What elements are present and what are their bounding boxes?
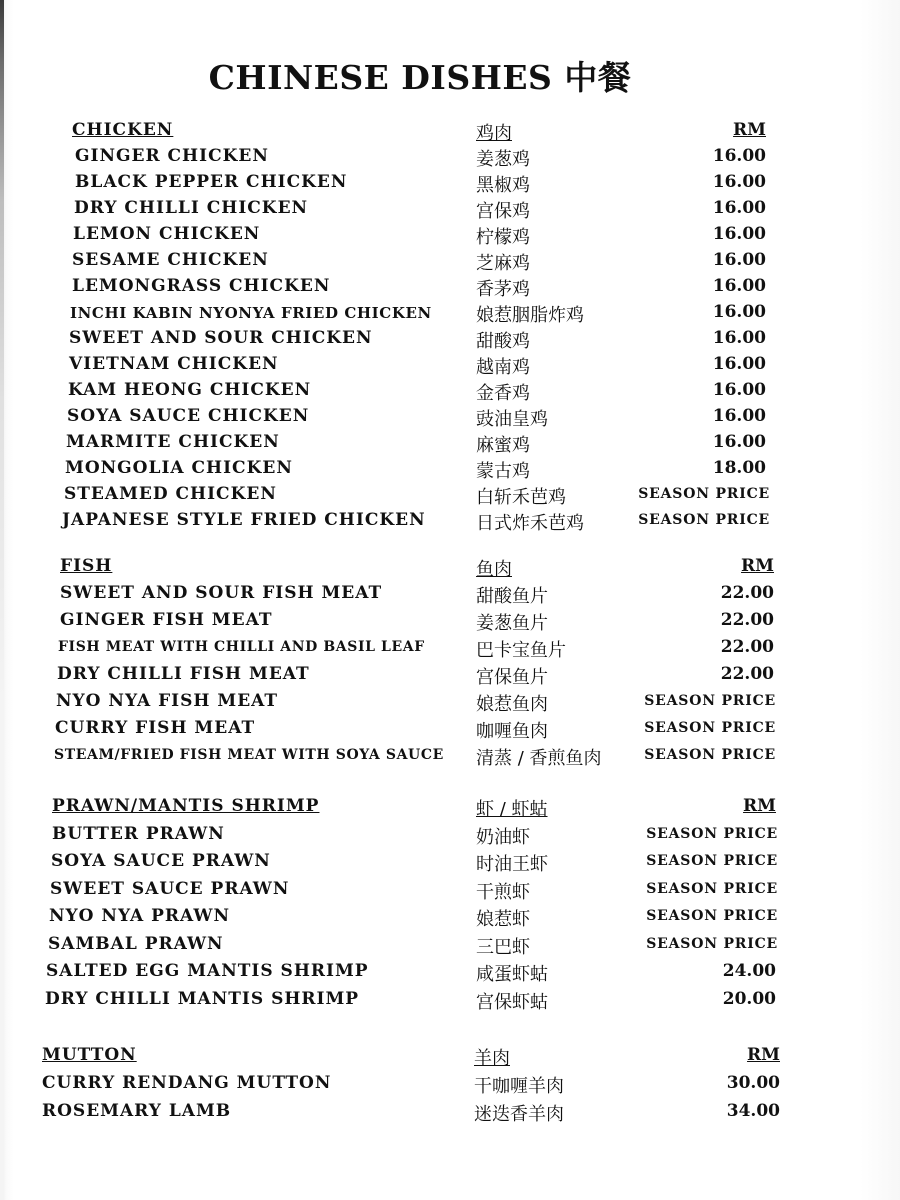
menu-item: [64, 484, 770, 510]
section-header: [72, 120, 770, 146]
item-name: DRY CHILLI FISH MEAT: [57, 664, 310, 684]
menu-item: [72, 224, 770, 250]
menu-item: [42, 1101, 782, 1129]
item-price: 16.00: [712, 172, 766, 192]
section-chicken: [62, 120, 770, 536]
item-price: SEASON PRICE: [646, 853, 778, 869]
page-title: CHINESE DISHES 中餐: [208, 58, 632, 97]
menu-item: [48, 933, 778, 962]
item-name: SESAME CHICKEN: [72, 250, 269, 270]
item-name-zh: 黑椒鸡: [476, 175, 530, 196]
item-price: SEASON PRICE: [644, 747, 776, 763]
menu-item: [49, 906, 778, 934]
item-price: 18.00: [712, 458, 766, 478]
item-name: BUTTER PRAWN: [52, 823, 225, 844]
item-name: SAMBAL PRAWN: [48, 933, 224, 954]
item-name: DRY CHILLI CHICKEN: [74, 198, 309, 218]
menu-item: [65, 458, 770, 484]
item-name: SALTED EGG MANTIS SHRIMP: [46, 961, 369, 981]
item-name-zh: 姜葱鱼片: [476, 613, 548, 634]
menu-item: [45, 988, 778, 1017]
item-name-zh: 奶油虾: [476, 826, 530, 848]
section-title-zh: 鱼肉: [476, 559, 512, 580]
item-name: LEMONGRASS CHICKEN: [72, 276, 331, 296]
item-price: 22.00: [720, 610, 774, 630]
section-title-zh: 鸡肉: [476, 123, 512, 144]
item-name-zh: 时油王虾: [476, 854, 548, 875]
section-title-zh: 羊肉: [474, 1048, 510, 1069]
item-name: KAM HEONG CHICKEN: [68, 380, 312, 400]
item-name-zh: 三巴虾: [476, 936, 530, 958]
section-title: PRAWN/MANTIS SHRIMP: [52, 796, 320, 816]
item-name-zh: 蒙古鸡: [476, 461, 530, 482]
section-header: [42, 1045, 782, 1073]
menu-item: [72, 198, 770, 224]
item-name-zh: 香茅鸡: [476, 279, 530, 300]
menu-item: [69, 354, 770, 380]
item-name: SWEET SAUCE PRAWN: [50, 878, 290, 899]
item-price: 16.00: [712, 276, 766, 296]
price-header: RM: [743, 796, 776, 816]
item-name-zh: 甜酸鸡: [476, 331, 530, 352]
menu-item: [55, 718, 776, 745]
item-name-zh: 宫保鸡: [476, 201, 530, 222]
menu-item: [60, 637, 776, 664]
item-price: 20.00: [722, 988, 776, 1009]
item-price: 16.00: [712, 432, 766, 452]
item-price: 16.00: [712, 198, 766, 218]
item-price: 30.00: [726, 1073, 780, 1093]
item-price: SEASON PRICE: [644, 693, 776, 709]
item-name: FISH MEAT WITH CHILLI AND BASIL LEAF: [58, 639, 425, 655]
item-name-zh: 姜葱鸡: [476, 149, 530, 170]
menu-item: [54, 745, 776, 772]
item-price: 16.00: [712, 354, 766, 374]
menu-item: [72, 146, 770, 172]
item-price: 16.00: [712, 250, 766, 270]
section-title-zh: 虾 / 虾蛄: [476, 799, 548, 820]
page-edge-shadow: [0, 0, 4, 1200]
item-name: SOYA SAUCE CHICKEN: [67, 406, 310, 426]
item-price: 16.00: [712, 406, 766, 426]
price-header: RM: [741, 556, 774, 576]
section-header: [52, 796, 778, 824]
item-name-zh: 甜酸鱼片: [476, 586, 548, 607]
item-name: INCHI KABIN NYONYA FRIED CHICKEN: [70, 304, 432, 322]
item-name-zh: 麻蜜鸡: [476, 435, 530, 456]
item-name-zh: 金香鸡: [476, 383, 530, 404]
section-prawn: [45, 796, 778, 1016]
menu-item: [57, 664, 776, 691]
menu-item: [52, 824, 778, 852]
menu-item: [52, 879, 778, 907]
menu-item: [52, 851, 778, 879]
item-price: SEASON PRICE: [646, 935, 778, 952]
menu-item: [66, 432, 770, 458]
item-price: SEASON PRICE: [644, 720, 776, 736]
item-name-zh: 柠檬鸡: [476, 227, 530, 248]
item-name-zh: 清蒸 / 香煎鱼肉: [476, 748, 602, 769]
item-name-zh: 越南鸡: [476, 357, 530, 378]
menu-item: [46, 961, 778, 989]
menu-item: [60, 583, 776, 610]
item-name-zh: 迷迭香羊肉: [474, 1104, 564, 1125]
item-price: 16.00: [712, 380, 766, 400]
item-name: VIETNAM CHICKEN: [69, 354, 279, 374]
item-name-zh: 咖喱鱼肉: [476, 721, 548, 742]
item-price: SEASON PRICE: [638, 512, 770, 528]
item-name-zh: 咸蛋虾蛄: [476, 964, 548, 985]
item-name: STEAM/FRIED FISH MEAT WITH SOYA SAUCE: [54, 747, 444, 763]
item-name: DRY CHILLI MANTIS SHRIMP: [45, 988, 360, 1009]
item-name: SWEET AND SOUR CHICKEN: [69, 328, 373, 348]
section-mutton: [42, 1045, 782, 1129]
item-name-zh: 巴卡宝鱼片: [476, 640, 566, 661]
item-name: MARMITE CHICKEN: [66, 432, 280, 452]
menu-item: [72, 250, 770, 276]
item-name: CURRY RENDANG MUTTON: [42, 1073, 332, 1093]
item-name: ROSEMARY LAMB: [42, 1101, 232, 1121]
price-header: RM: [733, 120, 766, 140]
item-price: 22.00: [720, 583, 774, 603]
menu-item: [68, 380, 770, 406]
item-price: 16.00: [712, 302, 766, 322]
item-name-zh: 娘惹虾: [476, 909, 530, 930]
section-fish: [54, 556, 776, 772]
item-price: 16.00: [712, 146, 766, 166]
menu-item: [72, 172, 770, 198]
menu-item: [72, 302, 770, 328]
item-name: SOYA SAUCE PRAWN: [51, 851, 271, 871]
item-name: MONGOLIA CHICKEN: [65, 458, 293, 478]
section-title: CHICKEN: [72, 120, 174, 140]
menu-item: [67, 406, 770, 432]
item-price: 16.00: [712, 328, 766, 348]
item-price: 22.00: [720, 637, 774, 657]
item-name-zh: 芝麻鸡: [476, 253, 530, 274]
item-price: 16.00: [712, 224, 766, 244]
menu-item: [69, 328, 770, 354]
item-name: LEMON CHICKEN: [73, 224, 261, 244]
item-name-zh: 干煎虾: [476, 881, 530, 903]
item-name-zh: 娘惹鱼肉: [476, 694, 548, 715]
section-title: MUTTON: [42, 1045, 137, 1065]
menu-item: [42, 1073, 782, 1101]
item-name-zh: 日式炸禾芭鸡: [476, 513, 584, 534]
item-price: SEASON PRICE: [638, 486, 770, 502]
item-price: 34.00: [726, 1101, 780, 1121]
item-name: GINGER CHICKEN: [75, 146, 269, 166]
item-name: SWEET AND SOUR FISH MEAT: [60, 583, 383, 603]
item-price: SEASON PRICE: [646, 908, 778, 924]
item-name: JAPANESE STYLE FRIED CHICKEN: [62, 510, 426, 530]
menu-item: [62, 510, 770, 536]
price-header: RM: [747, 1045, 780, 1065]
item-name: STEAMED CHICKEN: [64, 484, 277, 504]
item-name: NYO NYA FISH MEAT: [56, 691, 279, 711]
section-title: FISH: [60, 556, 113, 576]
item-price: SEASON PRICE: [646, 880, 778, 897]
item-name-zh: 白斩禾芭鸡: [476, 487, 566, 508]
menu-item: [60, 610, 776, 637]
menu-item: [56, 691, 776, 718]
item-name: GINGER FISH MEAT: [60, 610, 273, 630]
item-name-zh: 娘惹胭脂炸鸡: [476, 305, 584, 326]
item-price: 24.00: [722, 961, 776, 981]
item-name-zh: 干咖喱羊肉: [474, 1076, 564, 1097]
menu-item: [72, 276, 770, 302]
item-name: NYO NYA PRAWN: [49, 906, 230, 926]
item-price: SEASON PRICE: [646, 825, 778, 842]
item-name-zh: 宫保鱼片: [476, 667, 548, 688]
item-name: CURRY FISH MEAT: [55, 718, 256, 738]
item-price: 22.00: [720, 664, 774, 684]
item-name-zh: 豉油皇鸡: [476, 409, 548, 430]
item-name: BLACK PEPPER CHICKEN: [75, 172, 348, 192]
section-header: [60, 556, 776, 583]
item-name-zh: 宫保虾蛄: [476, 991, 548, 1013]
